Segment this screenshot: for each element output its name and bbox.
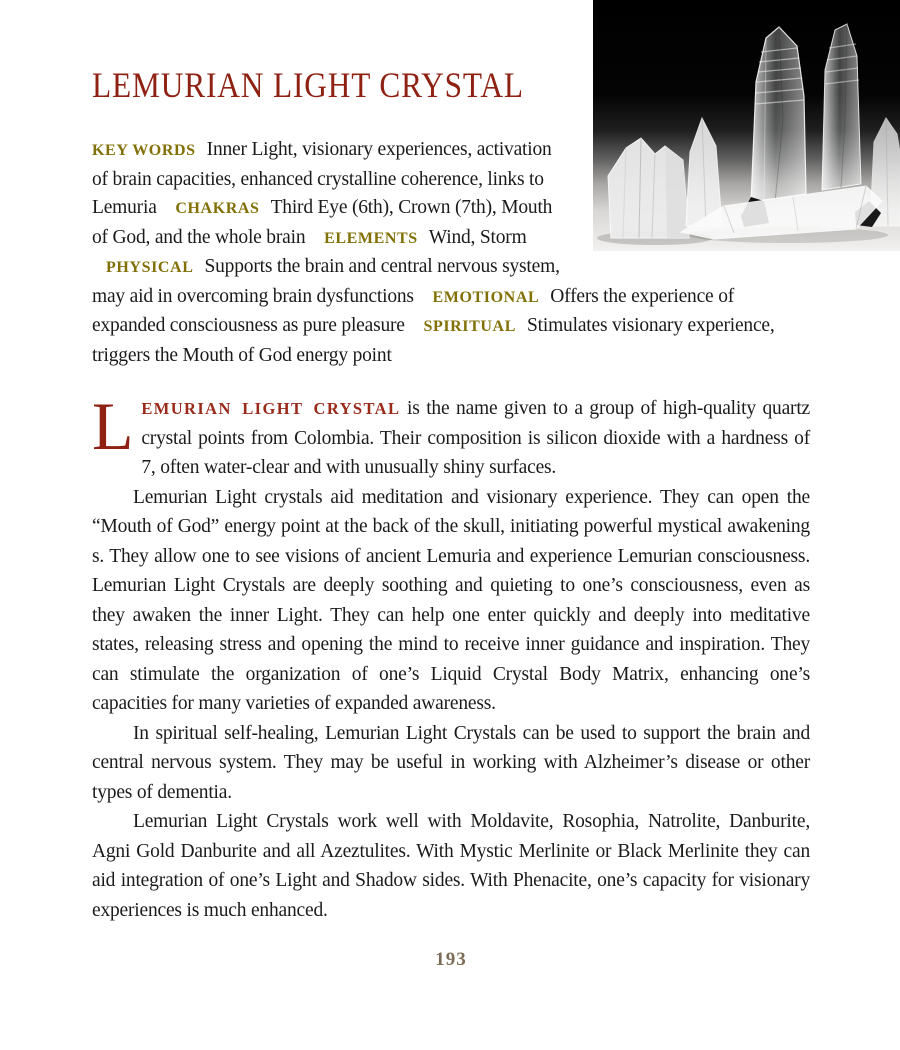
- paragraph: Lemurian Light Crystals work well with Moldavite, Rosophia, Natrolite, Danburite, Agni Gold Danburite and all Azeztulites. With Mystic Merlinite or Black Merlinite they can aid integration of one’s Light and Shadow sides. With Phenacite, one’s capacity for visionary experiences is much enhanced.: [92, 811, 810, 921]
- paragraph: Lemurian Light crystals aid meditation and visionary experience. They can open the “Mouth of God” energy point at the back of the skull, initiating powerful mystical awakening s. They allow one to see visions of ancient Lemuria and experience Lemurian consciousness. Lemurian Light Crystals are deeply soothing and quieting to one’s consciousness, even as they awaken the inner Light. They can help one enter quickly and deeply into meditative states, releasing stress and opening the mind to receive inner guidance and inspiration. They can stimulate the organization of one’s Liquid Crystal Body Matrix, enhancing one’s capacities for many varieties of expanded awareness.: [92, 486, 810, 714]
- keyword-label: PHYSICAL: [106, 259, 194, 276]
- keyword-text: Inner Light, visionary experiences, activation of brain capacities, enhanced crystalline coherence, links to Lemuria: [92, 139, 552, 218]
- keyword-text: Stimulates visionary experience, triggers the Mouth of God energy point: [92, 315, 775, 366]
- keyword-label: CHAKRAS: [175, 200, 260, 217]
- keyword-label: EMOTIONAL: [432, 288, 540, 306]
- keyword-label: ELEMENTS: [324, 229, 418, 247]
- keyword-label: SPIRITUAL: [423, 318, 516, 335]
- crystal-photo-illustration: [593, 0, 900, 251]
- lead-smallcaps: EMURIAN LIGHT CRYSTAL: [141, 399, 401, 418]
- page-number: 193: [435, 949, 467, 970]
- keyword-text: Offers the experience of expanded consciousness as pure pleasure: [92, 285, 735, 336]
- keyword-text: Third Eye (6th), Crown (7th), Mouth of God, and the whole brain: [92, 197, 553, 248]
- page-title: LEMURIAN LIGHT CRYSTAL: [92, 65, 524, 105]
- article-body: [92, 388, 810, 925]
- keyword-section-elements: [310, 227, 527, 248]
- keyword-text: Supports the brain and central nervous system, may aid in overcoming brain dysfunctions: [92, 256, 560, 307]
- drop-cap: L: [92, 388, 134, 464]
- keyword-text: Wind, Storm: [428, 226, 527, 248]
- keyword-label: KEY WORDS: [92, 142, 196, 159]
- paragraph: In spiritual self-healing, Lemurian Light Crystals can be used to support the brain and central nervous system. They may be useful in working with Alzheimer’s disease or other types of dementia.: [92, 722, 810, 803]
- opening-text: is the name given to a group of high-quality quartz crystal points from Colombia. Their composition is silicon dioxide with a hardness of 7, often water-clear and with unusually shiny surfaces.: [141, 398, 810, 478]
- opening-paragraph: [92, 388, 810, 483]
- crystal-photo: [593, 0, 900, 251]
